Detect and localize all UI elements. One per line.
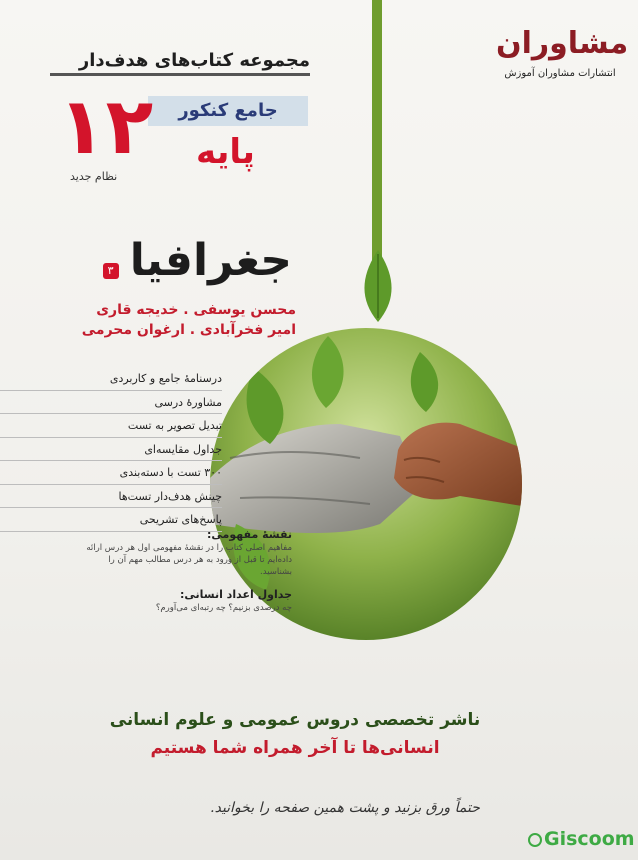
tagline-line-2: انسانی‌ها تا آخر همراه شما هستیم: [150, 738, 440, 758]
green-spine-stripe: [372, 0, 382, 268]
authors-line-2: امیر فخرآبادی . ارغوان محرمی: [81, 322, 296, 338]
feature-item: درسنامهٔ جامع و کاربردی: [84, 370, 222, 394]
feature-item: مشاورهٔ درسی: [84, 394, 222, 418]
feature-item: جداول مقایسه‌ای: [84, 441, 222, 465]
watermark-text: Giscoom: [544, 828, 635, 850]
numbers-table-title: جداول اعداد انسانی:: [179, 588, 292, 601]
feature-item: چینش هدف‌دار تست‌ها: [84, 488, 222, 512]
tagline-line-1: ناشر تخصصی دروس عمومی و علوم انسانی: [109, 710, 481, 730]
subject-title: جغرافیا: [129, 235, 292, 286]
grade-word: پایه: [196, 132, 255, 172]
notes-block: [84, 528, 292, 624]
tagline: [60, 706, 530, 762]
curriculum-system: نظام جدید: [70, 170, 118, 183]
subject-title-block: [60, 236, 292, 286]
handwritten-note: حتماً ورق بزنید و پشت همین صفحه را بخوانید.: [210, 800, 480, 816]
feature-item: ۳۰۰ تست با دسته‌بندی: [84, 464, 222, 488]
watermark: [528, 826, 635, 852]
numbers-table-body: چه درصدی بزنیم؟ چه رتبه‌ای می‌آورم؟: [155, 603, 292, 613]
concept-map-body: مفاهیم اصلی کتاب را در نقشهٔ مفهومی اول هر درس ارائه داده‌ایم تا قبل از ورود به هر درس مطالب مهم آن را بشناسید.: [86, 543, 292, 577]
authors: [40, 300, 296, 340]
feature-item: تبدیل تصویر به تست: [84, 417, 222, 441]
watermark-logo-icon: [528, 833, 542, 847]
grade-label: جامع کنکور: [148, 96, 308, 126]
grade-number: ۱۲: [58, 82, 154, 172]
publisher-name: انتشارات مشاوران آموزش: [504, 68, 616, 79]
publisher-logo: مشاوران: [496, 26, 629, 61]
leaf-icon: [356, 246, 400, 326]
subject-badge: ۳: [103, 263, 119, 279]
feature-list: [84, 370, 222, 535]
feature-item: پاسخ‌های تشریحی: [84, 511, 222, 535]
concept-map-title: نقشهٔ مفهومی:: [207, 528, 292, 541]
series-title: مجموعه کتاب‌های هدف‌دار: [50, 50, 310, 76]
authors-line-1: محسن یوسفی . خدیجه قاری: [96, 302, 296, 318]
publisher-block: [496, 22, 629, 79]
